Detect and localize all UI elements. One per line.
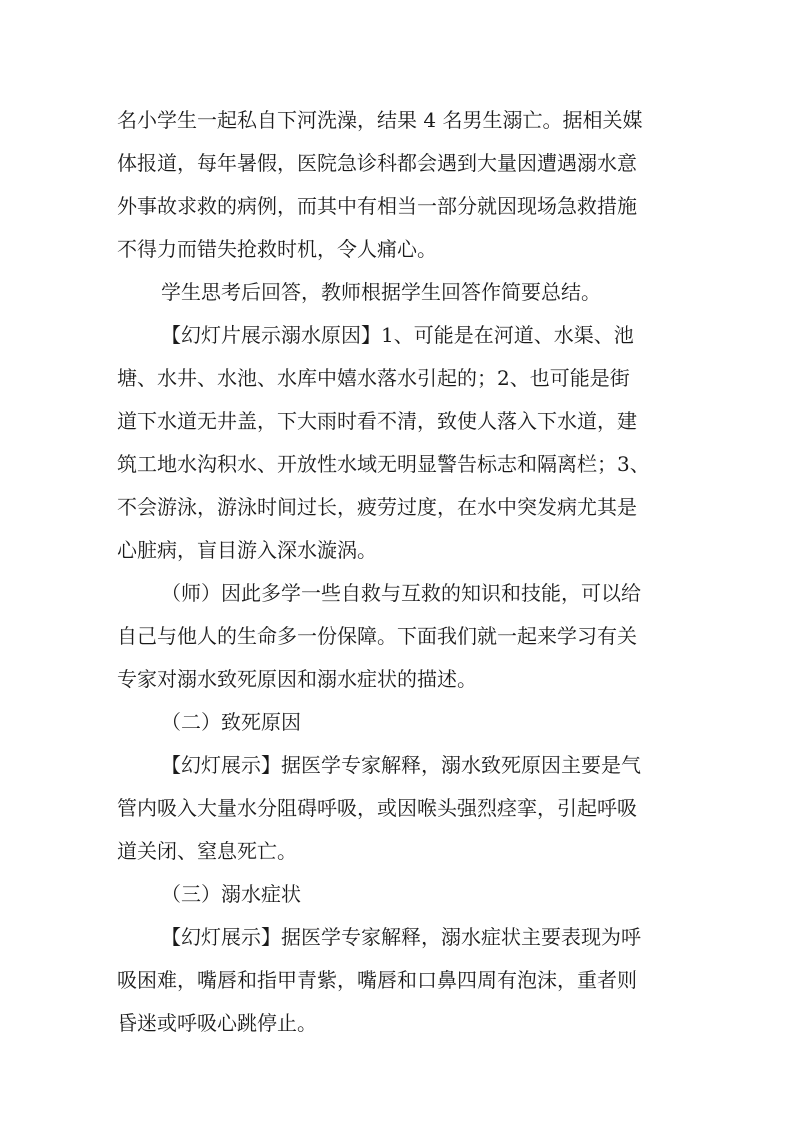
text-line-16: 【幻灯展示】据医学专家解释，溺水致死原因主要是气 [161,753,641,777]
text-line-12: （师）因此多学一些自救与互救的知识和技能，可以给 [161,581,641,605]
text-line-20: 【幻灯展示】据医学专家解释，溺水症状主要表现为呼 [161,925,641,949]
text-line-6: 【幻灯片展示溺水原因】1、可能是在河道、水渠、池 [161,323,634,347]
text-line-3: 外事故求救的病例，而其中有相当一部分就因现场急救措施 [117,194,637,218]
text-line-13: 自己与他人的生命多一份保障。下面我们就一起来学习有关 [117,624,637,648]
text-line-9: 筑工地水沟积水、开放性水域无明显警告标志和隔离栏；3、 [117,452,650,476]
text-line-14: 专家对溺水致死原因和溺水症状的描述。 [117,667,477,691]
text-line-22: 昏迷或呼吸心跳停止。 [117,1011,317,1035]
text-line-18: 道关闭、窒息死亡。 [117,839,297,863]
text-line-4: 不得力而错失抢救时机，令人痛心。 [117,237,437,261]
text-line-7: 塘、水井、水池、水库中嬉水落水引起的；2、也可能是街 [117,366,630,390]
text-line-1: 名小学生一起私自下河洗澡，结果 4 名男生溺亡。据相关媒 [117,108,643,132]
section-heading-symptoms: （三）溺水症状 [161,882,301,906]
section-heading-cause-of-death: （二）致死原因 [161,710,301,734]
text-line-21: 吸困难，嘴唇和指甲青紫，嘴唇和口鼻四周有泡沫，重者则 [117,968,637,992]
text-line-11: 心脏病，盲目游入深水漩涡。 [117,538,377,562]
text-line-10: 不会游泳，游泳时间过长，疲劳过度，在水中突发病尤其是 [117,495,637,519]
text-line-17: 管内吸入大量水分阻碍呼吸，或因喉头强烈痉挛，引起呼吸 [117,796,637,820]
paragraph-student-answer: 学生思考后回答，教师根据学生回答作简要总结。 [161,280,601,304]
text-line-8: 道下水道无井盖，下大雨时看不清，致使人落入下水道，建 [117,409,637,433]
text-line-2: 体报道，每年暑假，医院急诊科都会遇到大量因遭遇溺水意 [117,151,637,175]
